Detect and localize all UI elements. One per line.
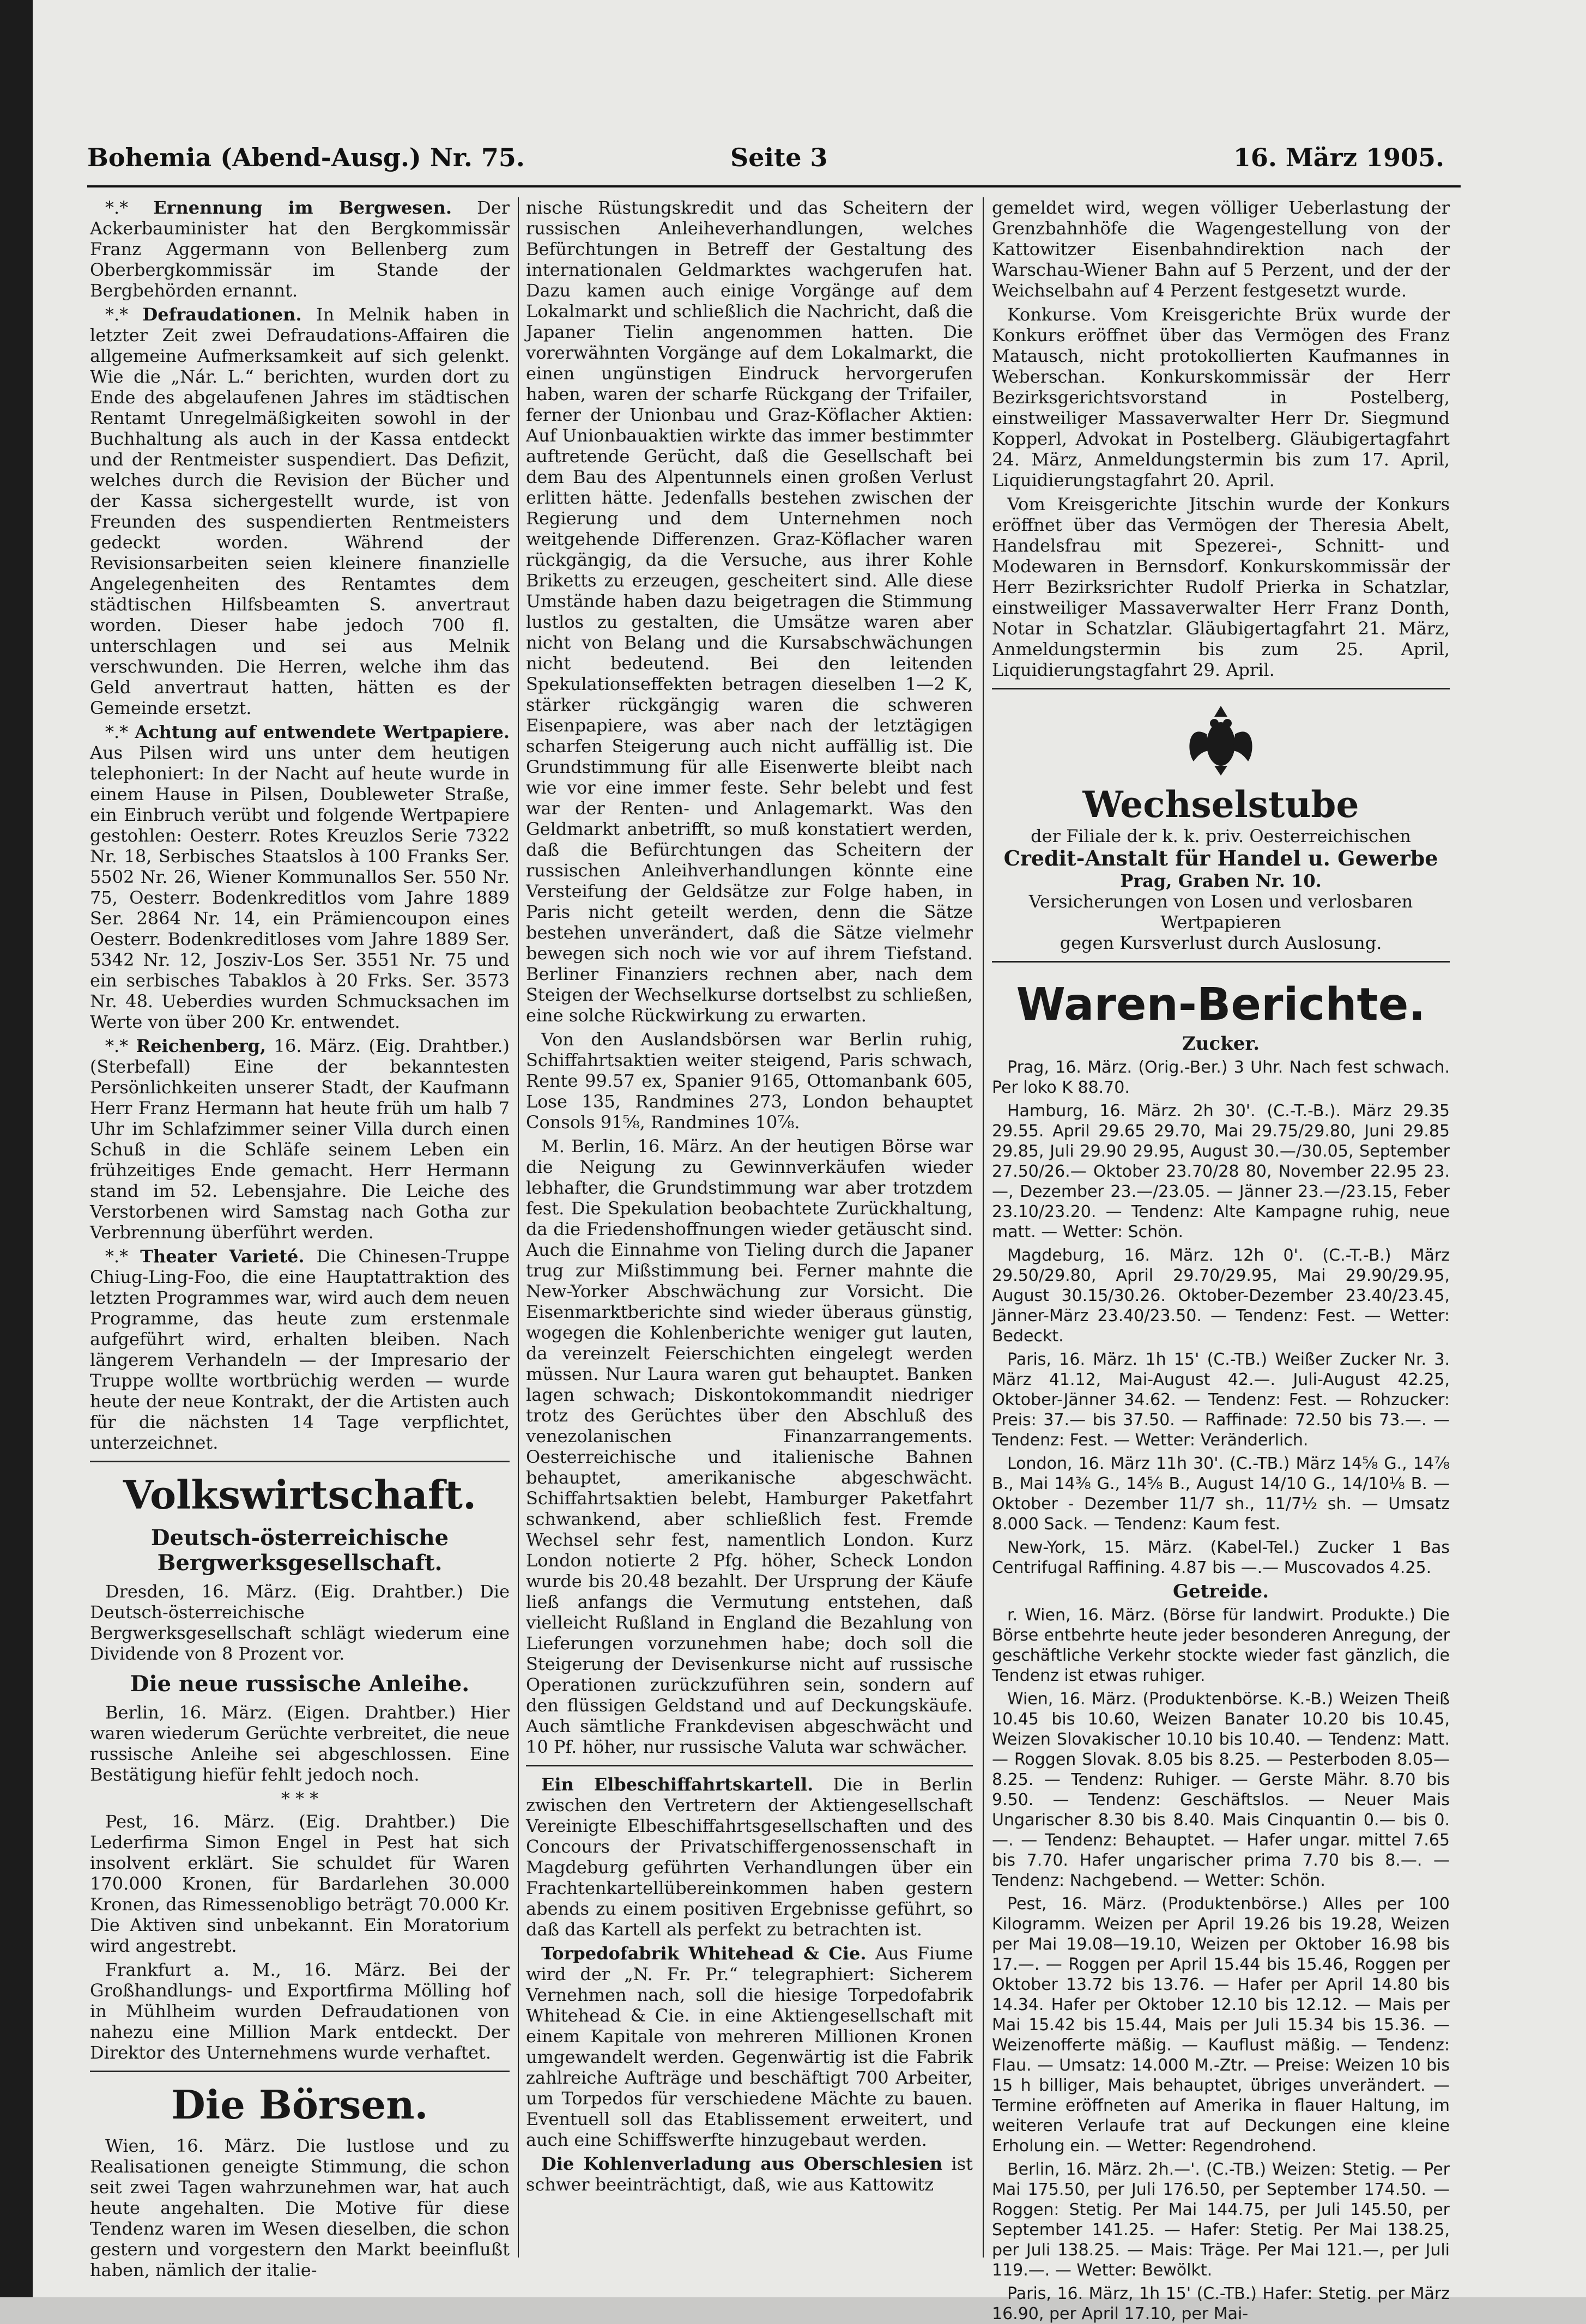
section-rule	[992, 688, 1450, 689]
wechselstube-line: gegen Kursverlust durch Auslosung.	[1060, 933, 1382, 953]
market-report: New-York, 15. März. (Kabel-Tel.) Zucker 1 Bas Centrifugal Raffining. 4.87 bis —.— Muscovados 4.25.	[992, 1538, 1450, 1577]
column-3	[992, 197, 1450, 2323]
column-divider	[518, 197, 519, 2258]
article-title: Reichenberg,	[136, 1036, 267, 1056]
market-report: London, 16. März 11h 30'. (C.-TB.) März 14⅝ G., 14⅞ B., Mai 14⅜ G., 14⅝ B., August 14/10 G., 14/10⅛ B. — Oktober - Dezember 11/7 sh., 11/7½ sh. — Umsatz 8.000 Sack. — Tendenz: Kaum fest.	[992, 1454, 1450, 1534]
section-rule	[90, 2071, 510, 2072]
wechselstube-address: Prag, Graben Nr. 10.	[1120, 870, 1322, 891]
subheading-russische-anleihe: Die neue russische Anleihe.	[130, 1671, 470, 1697]
subheading-zucker: Zucker.	[1182, 1033, 1260, 1055]
article-title: Ein Elbeschiffahrtskartell.	[541, 1774, 814, 1795]
section-heading-boersen: Die Börsen.	[171, 2081, 428, 2128]
article-text: gemeldet wird, wegen völliger Ueberlastung der Grenzbahnhöfe die Wagengestellung von der Kattowitzer Eisenbahndirektion nach der Warschau-Wiener Bahn auf 5 Perzent, und der der Weichselbahn auf 4 Perzent festgesetzt wurde.	[992, 197, 1450, 301]
market-report: Prag, 16. März. (Orig.-Ber.) 3 Uhr. Nach fest schwach. Per loko K 88.70.	[992, 1058, 1450, 1097]
article-text: 16. März. (Eig. Drahtber.) (Sterbefall) Eine der bekanntesten Persönlichkeiten unserer Stadt, der Kaufmann Herr Franz Hermann hat heute früh um halb 7 Uhr im Schlafzimmer seiner Villa durch einen Schuß in die Schläfe seinem Leben ein frühzeitiges Ende gemacht. Herr Hermann stand im 52. Lebensjahre. Die Leiche des Verstorbenen wird Samstag nach Gotha zur Verbrennung überführt werden.	[90, 1036, 510, 1243]
issue-date: 16. März 1905.	[1233, 143, 1444, 172]
article-text: Aus Pilsen wird uns unter dem heutigen telephoniert: In der Nacht auf heute wurde in einem Hause in Pilsen, Doubleweter Straße, ein Einbruch verübt und folgende Wertpapiere gestohlen: Oesterr. Rotes Kreuzlos Serie 7322 Nr. 18, Serbisches Staatslos à 100 Franks Ser. 5502 Nr. 26, Wiener Kommunallos Ser. 550 Nr. 75, Oesterr. Bodenkreditlos vom Jahre 1889 Ser. 2864 Nr. 14, ein Prämiencoupon eines Oesterr. Bodenkreditloses vom Jahre 1889 Ser. 5342 Nr. 12, Josziv-Los Ser. 3551 Nr. 75 und ein serbisches Tabaklos à 20 Frks. Ser. 3573 Nr. 48. Ueberdies wurden Schmucksachen im Werte von über 200 Kr. entwendet.	[90, 742, 510, 1032]
article-frankfurt: Frankfurt a. M., 16. März. Bei der Großhandlungs- und Exportfirma Mölling hof in Mühlheim wurden Defraudationen von nahezu eine Million Mark entdeckt. Der Direktor des Unternehmens wurde verhaftet.	[90, 1959, 510, 2063]
subheading-getreide: Getreide.	[1172, 1581, 1269, 1602]
article-text: Die in Berlin zwischen den Vertretern der Aktiengesellschaft Vereinigte Elbeschiffahrtsgesellschaften und des Concours der Privatschiffergenossenschaft in Magdeburg geführten Verhandlungen über ein Frachtenkartellübereinkommen haben gestern abends zu einem positiven Ergebnisse geführt, so daß das Kartell als perfekt zu betrachten ist.	[526, 1774, 973, 1940]
section-rule	[90, 1461, 510, 1462]
page-header	[87, 143, 1444, 181]
wechselstube-bank-name: Credit-Anstalt für Handel u. Gewerbe	[1003, 846, 1438, 870]
article-text: Der Ackerbauminister hat den Bergkommissär Franz Aggermann von Bellenberg zum Oberbergkommissär im Stande der Bergbehörden ernannt.	[90, 197, 510, 301]
article-auslandsboersen: Von den Auslandsbörsen war Berlin ruhig, Schiffahrtsaktien weiter steigend, Paris schwach, Rente 99.57 ex, Spanier 9165, Ottomanbank 605, Lose 135, Randmines 273, London behauptet Consols 91⅝, Randmines 10⅞.	[526, 1029, 973, 1133]
column-1	[90, 197, 510, 2280]
market-report: Paris, 16. März. 1h 15' (C.-TB.) Weißer Zucker Nr. 3. März 41.12, Mai-August 42.—. Juli-August 42.25, Oktober-Jänner 34.62. — Tendenz: Fest. — Rohzucker: Preis: 37.— bis 37.50. — Raffinade: 72.50 bis 73.—. — Tendenz: Fest. — Wetter: Veränderlich.	[992, 1350, 1450, 1450]
market-reports-getreide	[992, 1605, 1450, 2324]
article-defraudationen: *.* Defraudationen. In Melnik haben in letzter Zeit zwei Defraudations-Affairen die allgemeine Aufmerksamkeit auf sich gelenkt. Wie die „Nár. L.“ berichten, wurden dort zu Ende des abgelaufenen Jahres im städtischen Rentamt Unregelmäßigkeiten sowohl in der Buchhaltung als auch in der Kassa entdeckt und der Rentmeister suspendiert. Das Defizit, welches durch die Revision der Bücher und der Kassa sichergestellt wurde, ist von Freunden des suspendierten Rentmeisters gedeckt worden. Während der Revisionsarbeiten seien kleinere finanzielle Angelegenheiten des Rentamtes dem städtischen Hilfsbeamten S. anvertraut worden. Dieser habe jedoch 700 fl. unterschlagen und sei aus Melnik verschwunden. Die Herren, welche ihm das Geld anvertraut hatten, hätten es der Gemeinde ersetzt.	[90, 304, 510, 718]
article-konkurse-jitschin: Vom Kreisgerichte Jitschin wurde der Konkurs eröffnet über das Vermögen der Theresia Abelt, Handelsfrau mit Spezerei-, Schnitt- und Modewaren in Bernsdorf. Konkurskommissär der Herr Bezirksrichter Rudolf Prierka in Schatzlar, einstweiliger Massaverwalter Herr Franz Donth, Notar in Schatzlar. Gläubigertagfahrt 21. März, Anmeldungstermin bis zum 25. April, Liquidierungstagfahrt 29. April.	[992, 494, 1450, 680]
article-text: Die Chinesen-Truppe Chiug-Ling-Foo, die eine Hauptattraktion des letzten Programmes war, wird auch dem neuen Programme, das heute zum erstenmale aufgeführt wird, erhalten bleiben. Nach längerem Verhandeln — der Impresario der Truppe wollte wortbrüchig werden — wurde heute der neue Kontrakt, der die Artisten auch für die nächsten 14 Tage verpflichtet, unterzeichnet.	[90, 1246, 510, 1453]
subheading-bergwerksgesellschaft: Deutsch-österreichische Bergwerksgesellschaft.	[150, 1525, 449, 1576]
article-text: In Melnik haben in letzter Zeit zwei Defraudations-Affairen die allgemeine Aufmerksamkeit auf sich gelenkt. Wie die „Nár. L.“ berichten, wurden dort zu Ende des abgelaufenen Jahres im städtischen Rentamt Unregelmäßigkeiten sowohl in der Buchhaltung als auch in der Kassa entdeckt und der Rentmeister suspendiert. Das Defizit, welches durch die Revision der Bücher und der Kassa sichergestellt wurde, ist von Freunden des suspendierten Rentmeisters gedeckt worden. Während der Revisionsarbeiten seien kleinere finanzielle Angelegenheiten des Rentamtes dem städtischen Hilfsbeamten S. anvertraut worden. Dieser habe jedoch 700 fl. unterschlagen und sei aus Melnik verschwunden. Die Herren, welche ihm das Geld anvertraut hatten, hätten es der Gemeinde ersetzt.	[90, 304, 510, 718]
article-kohlenverladung	[526, 2153, 973, 2195]
article-title: Theater Varieté.	[140, 1246, 305, 1267]
section-rule	[526, 1765, 973, 1766]
market-report: Berlin, 16. März. 2h.—'. (C.-TB.) Weizen: Stetig. — Per Mai 175.50, per Juli 176.50, per September 174.50. — Roggen: Stetig. Per Mai 144.75, per Juli 145.50, per September 141.25. — Hafer: Stetig. Per Mai 138.25, per Juli 138.25. — Mais: Träge. Per Mai 121.—, per Juli 119.—. — Wetter: Bewölkt.	[992, 2160, 1450, 2280]
section-heading-waren-berichte: Waren-Berichte.	[1016, 979, 1426, 1031]
masthead-issue: Bohemia (Abend-Ausg.) Nr. 75.	[87, 143, 525, 172]
market-report: Wien, 16. März. (Produktenbörse. K.-B.) Weizen Theiß 10.45 bis 10.60, Weizen Banater 10.20 bis 10.45, Weizen Slovakischer 10.10 bis 10.40. — Tendenz: Matt. — Roggen Slovak. 8.05 bis 8.25. — Pesterboden 8.05—8.25. — Tendenz: Ruhiger. — Gerste Mähr. 8.70 bis 9.50. — Tendenz: Geschäftslos. — Neuer Mais Ungarischer 8.30 bis 8.40. Mais Cinquantin 0.— bis 0.—. — Tendenz: Behauptet. — Hafer ungar. mittel 7.65 bis 7.70. Hafer ungarischer prima 7.70 bis 8.—. — Tendenz: Nachgebend. — Wetter: Schön.	[992, 1690, 1450, 1890]
article-title: Ernennung im Bergwesen.	[153, 197, 452, 218]
article-text: ist schwer beeinträchtigt, daß, wie aus Kattowitz	[526, 2153, 973, 2195]
market-reports-zucker	[992, 1057, 1450, 1578]
market-report: Pest, 16. März. (Produktenbörse.) Alles per 100 Kilogramm. Weizen per April 19.26 bis 19.28, Weizen per Mai 19.08—19.10, Weizen per Oktober 16.98 bis 17.—. — Roggen per April 15.44 bis 15.46, Roggen per Oktober 13.72 bis 13.76. — Hafer per April 14.80 bis 14.34. Hafer per Oktober 12.10 bis 12.12. — Mais per Mai 15.42 bis 15.44, Mais per Juli 15.34 bis 15.36. — Weizenofferte mäßig. — Kauflust mäßig. — Tendenz: Flau. — Umsatz: 14.000 M.-Ztr. — Preise: Weizen 10 bis 15 h billiger, Mais behauptet, übriges unverändert. — Termine eröffneten auf Amerika in flauer Haltung, im weiteren Verlaufe trat auf Deckungen eine kleine Erholung ein. — Wetter: Regendrohend.	[992, 1895, 1450, 2156]
article-title: Defraudationen.	[142, 304, 302, 325]
column-divider	[983, 197, 984, 2258]
article-torpedofabrik	[526, 1943, 973, 2150]
page-number: Seite 3	[730, 143, 828, 172]
market-report: Paris, 16. März, 1h 15' (C.-TB.) Hafer: Stetig. per März 16.90, per April 17.10, per Mai-	[992, 2284, 1450, 2323]
wechselstube-line: der Filiale der k. k. priv. Oesterreichischen	[1031, 826, 1411, 846]
article-wertpapiere: *.* Achtung auf entwendete Wertpapiere. Aus Pilsen wird uns unter dem heutigen telephoniert: In der Nacht auf heute wurde in einem Hause in Pilsen, Doubleweter Straße, ein Einbruch verübt und folgende Wertpapiere gestohlen: Oesterr. Rotes Kreuzlos Serie 7322 Nr. 18, Serbisches Staatslos à 100 Franks Ser. 5502 Nr. 26, Wiener Kommunallos Ser. 550 Nr. 75, Oesterr. Bodenkreditlos vom Jahre 1889 Ser. 2864 Nr. 14, ein Prämiencoupon eines Oesterr. Bodenkreditloses vom Jahre 1889 Ser. 5342 Nr. 12, Josziv-Los Ser. 3551 Nr. 75 und ein serbisches Tabaklos à 20 Frks. Ser. 3573 Nr. 48. Ueberdies wurden Schmucksachen im Werte von über 200 Kr. entwendet.	[90, 722, 510, 1032]
article-title: Die Kohlenverladung aus Oberschlesien	[541, 2153, 943, 2174]
article-berlin-anleihe: Berlin, 16. März. (Eigen. Drahtber.) Hier waren wiederum Gerüchte verbreitet, die neue russische Anleihe sei abgeschlossen. Eine Bestätigung hiefür fehlt jedoch noch.	[90, 1702, 510, 1785]
section-rule	[992, 961, 1450, 963]
market-report: r. Wien, 16. März. (Börse für landwirt. Produkte.) Die Börse entbehrte heute jeder besonderen Anregung, der geschäftliche Verkehr stockte wieder fast gänzlich, die Tendenz ist etwas ruhiger.	[992, 1606, 1450, 1685]
article-pest-insolvency: Pest, 16. März. (Eig. Drahtber.) Die Lederfirma Simon Engel in Pest hat sich insolvent erklärt. Sie schuldet für Waren 170.000 Kronen, für Bardarlehen 30.000 Kronen, das Rimessenobligo beträgt 70.000 Kr. Die Aktiven sind unbekannt. Ein Moratorium wird angestrebt.	[90, 1811, 510, 1956]
article-konkurse: Konkurse. Vom Kreisgerichte Brüx wurde der Konkurs eröffnet über das Vermögen des Franz Matausch, nicht protokollierten Kaufmannes in Weberschan. Konkurskommissär der Herr Bezirksgerichtsvorstand in Postelberg, einstweiliger Massaverwalter Herr Dr. Siegmund Kopperl, Advokat in Postelberg. Gläubigertagfahrt 24. März, Anmeldungstermin bis zum 17. April, Liquidierungstagfahrt 20. April.	[992, 304, 1450, 491]
article-bergwesen: *.* Ernennung im Bergwesen. Der Ackerbauminister hat den Bergkommissär Franz Aggermann von Bellenberg zum Oberbergkommissär im Stande der Bergbehörden ernannt.	[90, 197, 510, 301]
section-heading-volkswirtschaft: Volkswirtschaft.	[123, 1472, 477, 1518]
article-elbeschiffahrt	[526, 1774, 973, 1940]
eagle-emblem-icon	[1183, 701, 1259, 778]
header-rule	[87, 185, 1461, 187]
wechselstube-title: Wechselstube	[1082, 783, 1359, 826]
column-2	[526, 197, 973, 2258]
wechselstube-line: Versicherungen von Losen und verlosbaren Wertpapieren	[1028, 891, 1413, 933]
article-text: Aus Fiume wird der „N. Fr. Pr.“ telegraphiert: Sicherem Vernehmen nach, soll die hiesige Torpedofabrik Whitehead & Cie. in eine Aktiengesellschaft mit einem Kapitale von mehreren Millionen Kronen umgewandelt werden. Gegenwärtig ist die Fabrik zahlreiche Aufträge und beschäftigt 700 Arbeiter, um Torpedos für verschiedene Mächte zu bauen. Eventuell soll das Etablissement erweitert, und auch eine Schiffswerfte hinzugebaut werden.	[526, 1943, 973, 2150]
article-reichenberg: *.* Reichenberg, 16. März. (Eig. Drahtber.) (Sterbefall) Eine der bekanntesten Persönlichkeiten unserer Stadt, der Kaufmann Herr Franz Hermann hat heute früh um halb 7 Uhr im Schlafzimmer seiner Villa durch einen Schuß in die Schläfe seinem Leben ein frühzeitiges Ende gemacht. Herr Hermann stand im 52. Lebensjahre. Die Leiche des Verstorbenen wird Samstag nach Gotha zur Verbrennung überführt werden.	[90, 1036, 510, 1243]
article-title: Achtung auf entwendete Wertpapiere.	[135, 722, 510, 742]
article-dresden: Dresden, 16. März. (Eig. Drahtber.) Die Deutsch-österreichische Bergwerksgesellschaft schlägt wiederum eine Dividende von 8 Prozent vor.	[90, 1581, 510, 1664]
article-text: nische Rüstungskredit und das Scheitern der russischen Anleiheverhandlungen, welches Befürchtungen in Betreff der Gestaltung des internationalen Geldmarktes wachgerufen hat. Dazu kamen auch einige Vorgänge auf dem Lokalmarkt und schließlich die Nachricht, daß die Japaner Tielin angenommen hatten. Die vorerwähnten Vorgänge auf dem Lokalmarkt, die einen ungünstigen Eindruck hervorgerufen haben, waren der scharfe Rückgang der Trifailer, ferner der Unionbau und Graz-Köflacher Aktien: Auf Unionbauaktien wirkte das immer bestimmter auftretende Gerücht, daß die Gesellschaft bei dem Bau des Alpentunnels einen großen Verlust erlitten hätte. Jedenfalls bestehen zwischen der Regierung und dem Unternehmen noch weitgehende Differenzen. Graz-Köflacher waren rückgängig, da die Versuche, aus ihrer Kohle Briketts zu erzeugen, gescheitert sind. Alle diese Umstände haben dazu beigetragen die Stimmung lustlos zu gestalten, die Umsätze waren aber nicht von Belang und die Kursabschwächungen nicht bedeutend. Bei den leitenden Spekulationseffekten betragen dieselben 1—2 K, stärker rückgängig waren die schweren Eisenpapiere, was aber nach der letztägigen scharfen Steigerung auch nicht auffällig ist. Die Grundstimmung für alle Eisenwerte bleibt nach wie vor eine immer feste. Sehr belebt und fest war der Renten- und Anlagemarkt. Was den Geldmarkt anbetrifft, so muß konstatiert werden, daß die Befürchtungen das Scheitern der russischen Anleihverhandlungen könnte eine Versteifung der Geldsätze zur Folge haben, in Paris nicht geteilt werden, denn die Sätze bestehen unverändert, daß die Sätze vielmehr bewegen sich noch wie vor auf ihrem Tiefstand. Berliner Finanziers rechnen aber, nach dem Steigen der Wechselkurse dortselbst zu schließen, eine solche Rückwirkung zu erwarten.	[526, 197, 973, 1026]
market-report: Hamburg, 16. März. 2h 30'. (C.-T.-B.). März 29.35 29.55. April 29.65 29.70, Mai 29.75/29.80, Juni 29.85 29.85, Juli 29.90 29.95, August 30.—/30.05, September 27.50/26.— Oktober 23.70/28 80, November 22.95 23.—, Dezember 23.—/23.05. — Jänner 23.—/23.15, Feber 23.10/23.20. — Tendenz: Alte Kampagne ruhig, neue matt. — Wetter: Schön.	[992, 1102, 1450, 1242]
article-theater: *.* Theater Varieté. Die Chinesen-Truppe Chiug-Ling-Foo, die eine Hauptattraktion des letzten Programmes war, wird auch dem neuen Programme, das heute zum erstenmale aufgeführt wird, erhalten bleiben. Nach längerem Verhandeln — der Impresario der Truppe wollte wortbrüchig werden — wurde heute der neue Kontrakt, der die Artisten auch für die nächsten 14 Tage verpflichtet, unterzeichnet.	[90, 1246, 510, 1453]
market-report: Magdeburg, 16. März. 12h 0'. (C.-T.-B.) März 29.50/29.80, April 29.70/29.95, Mai 29.90/29.95, August 30.15/30.26. Oktober-Dezember 23.40/23.45, Jänner-März 23.40/23.50. — Tendenz: Fest. — Wetter: Bedeckt.	[992, 1246, 1450, 1346]
article-wien-boerse: Wien, 16. März. Die lustlose und zu Realisationen geneigte Stimmung, die schon seit zwei Tagen wahrzunehmen war, hat auch heute angehalten. Die Motive für diese Tendenz waren im Wesen dieselben, die schon gestern und vorgestern den Markt beeinflußt haben, nämlich der italie-	[90, 2135, 510, 2280]
article-title: Torpedofabrik Whitehead & Cie.	[541, 1943, 867, 1964]
separator-stars: * * *	[281, 1788, 319, 1809]
article-berlin-boerse: M. Berlin, 16. März. An der heutigen Börse war die Neigung zu Gewinnverkäufen wieder lebhafter, die Grundstimmung war aber trotzdem fest. Die Spekulation beobachtete Zurückhaltung, da die Friedenshoffnungen wieder getäuscht sind. Auch die Einnahme von Tieling durch die Japaner trug zur Mißstimmung bei. Ferner mahnte die New-Yorker Abschwächung zur Vorsicht. Die Eisenmarktberichte sind wieder überaus günstig, wogegen die Kohlenberichte weniger gut lauten, da vereinzelt Feierschichten eingelegt werden müssen. Nur Laura waren gut behauptet. Banken lagen schwach; Diskontokommandit niedriger trotz des Gerüchtes über den Abschluß des venezolanischen Finanzarrangements. Oesterreichische und italienische Bahnen behauptet, amerikanische abgeschwächt. Schiffahrtsaktien belebt, Hamburger Paketfahrt schwankend, aber schließlich fest. Fremde Wechsel sehr fest, namentlich London. Kurz London notierte 2 Pfg. höher, Scheck London wurde bis 20.48 bezahlt. Der Ursprung der Käufe ließ anfangs die Vermutung entstehen, daß vielleicht Rußland in England die Bezahlung von Lieferungen vorzunehmen habe; doch soll die Steigerung der Devisenkurse nicht auf russische Operationen zurückzuführen sein, sondern auf den flüssigen Geldstand und auf Deckungskäufe. Auch sämtliche Frankdevisen abgeschwächt und 10 Pf. höher, nur russische Valuta war schwächer.	[526, 1136, 973, 1757]
